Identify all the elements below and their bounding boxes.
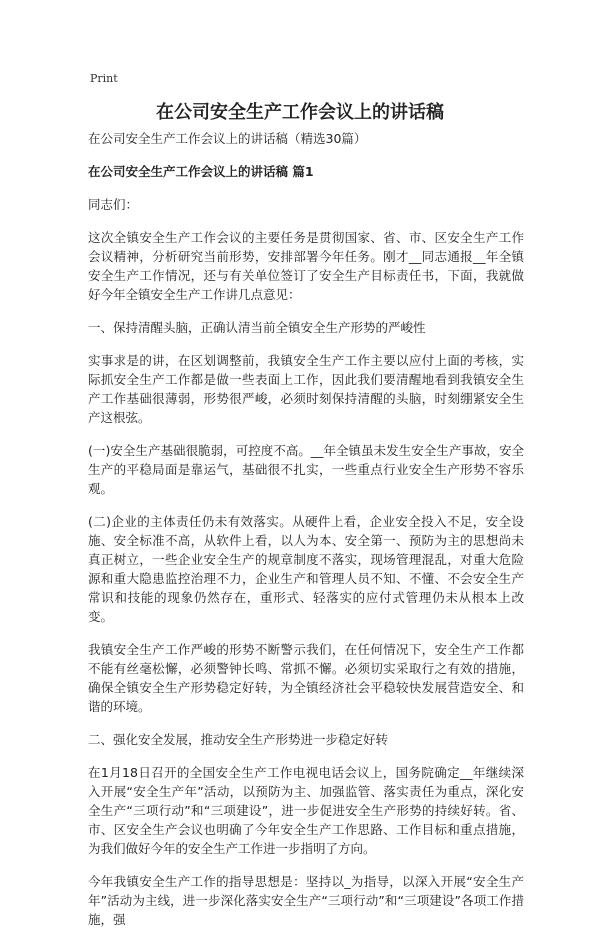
document-body: [88, 129, 524, 943]
paragraph: 在1月18日召开的全国安全生产工作电视电话会议上，国务院确定__年继续深入开展“安全生产年”活动，以预防为主、加强监管、落实责任为重点，深化安全生产“三项行动”和“三项建设”，进一步促进安全生产形势的持续好转。省、市、区安全生产会议也明确了今年安全生产工作思路、工作目标和重点措施，为我们做好今年的安全生产工作进一步指明了方向。: [88, 765, 524, 856]
page-title: 在公司安全生产工作会议上的讲话稿: [156, 102, 444, 123]
salutation: 同志们：: [88, 197, 139, 212]
heading-part-one: 一、保持清醒头脑，正确认清当前全镇安全生产形势的严峻性: [88, 320, 426, 335]
section-title: 在公司安全生产工作会议上的讲话稿 篇1: [88, 164, 314, 179]
paragraph: (一)安全生产基础很脆弱，可控度不高。__年全镇虽未发生安全生产事故，安全生产的平稳局面是靠运气，基础很不扎实，一些重点行业安全生产形势不容乐观。: [88, 443, 524, 496]
paragraph: (二)企业的主体责任仍未有效落实。从硬件上看，企业安全投入不足，安全设施、安全标准不高，从软件上看，以人为本、安全第一、预防为主的思想尚未真正树立，一些企业安全生产的规章制度不落实，现场管理混乱，对重大危险源和重大隐患监控治理不力，企业生产和管理人员不知、不懂、不会安全生产常识和技能的现象仍然存在，重形式、轻落实的应付式管理仍未从根本上改变。: [88, 514, 524, 624]
print-link[interactable]: Print: [90, 72, 118, 85]
paragraph-intro: 这次全镇安全生产工作会议的主要任务是贯彻国家、省、市、区安全生产工作会议精神，分析研究当前形势，安排部署今年任务。刚才__同志通报__年全镇安全生产工作情况，还与有关单位签订了安全生产目标责任书，下面，我就做好今年全镇安全生产工作讲几点意见：: [88, 230, 524, 302]
paragraph: 今年我镇安全生产工作的指导思想是：坚持以_为指导，以深入开展“安全生产年”活动为主线，进一步深化落实安全生产“三项行动”和“三项建设”各项工作措施，强: [88, 874, 524, 927]
paragraph: 我镇安全生产工作严峻的形势不断警示我们，在任何情况下，安全生产工作都不能有丝毫松懈，必须警钟长鸣、常抓不懈。必须切实采取行之有效的措施，确保全镇安全生产形势稳定好转，为全镇经济社会平稳较快发展营造安全、和谐的环境。: [88, 642, 524, 714]
paragraph: 实事求是的讲，在区划调整前，我镇安全生产工作主要以应付上面的考核，实际抓安全生产工作都是做一些表面上工作，因此我们要清醒地看到我镇安全生产工作基础很薄弱，形势很严峻，必须时刻保持清醒的头脑，时刻绷紧安全生产这根弦。: [88, 353, 524, 425]
document-subtitle: 在公司安全生产工作会议上的讲话稿（精选30篇）: [88, 131, 367, 146]
heading-part-two: 二、强化安全发展，推动安全生产形势进一步稳定好转: [88, 732, 389, 747]
